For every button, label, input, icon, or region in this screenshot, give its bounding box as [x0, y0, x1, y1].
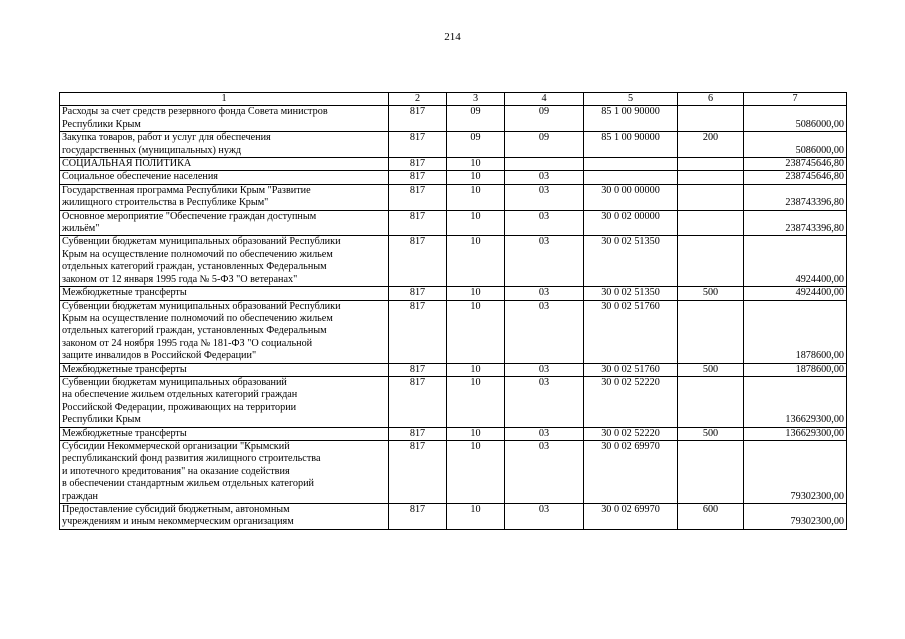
target-article-cell [584, 158, 678, 171]
subsection-code-cell: 03 [505, 504, 584, 530]
table-row [60, 236, 847, 287]
section-code-cell: 10 [447, 158, 505, 171]
amount-cell: 5086000,00 [744, 132, 847, 158]
section-code-cell: 10 [447, 376, 505, 427]
row-name-line: Субсидии Некоммерческой организации "Крымский [62, 440, 290, 452]
section-code-cell: 10 [447, 504, 505, 530]
row-name-cell [60, 236, 389, 287]
expense-type-cell: 500 [678, 363, 744, 376]
row-name-line: Крым на осуществление полномочий по обеспечению жильем [62, 312, 333, 324]
row-name-line: Республики Крым [62, 118, 141, 130]
column-header: 2 [389, 93, 447, 106]
target-article-cell: 85 1 00 90000 [584, 132, 678, 158]
row-name-cell [60, 132, 389, 158]
row-name-line: Российской Федерации, проживающих на территории [62, 401, 297, 413]
amount-cell: 136629300,00 [744, 376, 847, 427]
row-name-line: отдельных категорий граждан, установленных Федеральным [62, 261, 327, 273]
target-article-cell: 30 0 02 69970 [584, 440, 678, 503]
row-name-line: Межбюджетные трансферты [62, 363, 187, 375]
admin-code-cell: 817 [389, 210, 447, 236]
admin-code-cell: 817 [389, 171, 447, 184]
expense-type-cell: 600 [678, 504, 744, 530]
amount-cell: 4924400,00 [744, 287, 847, 300]
table-row [60, 363, 847, 376]
admin-code-cell: 817 [389, 376, 447, 427]
section-code-cell: 10 [447, 363, 505, 376]
section-code-cell: 10 [447, 287, 505, 300]
subsection-code-cell: 03 [505, 440, 584, 503]
target-article-cell: 85 1 00 90000 [584, 106, 678, 132]
row-name-line: Межбюджетные трансферты [62, 287, 187, 299]
section-code-cell: 09 [447, 132, 505, 158]
admin-code-cell: 817 [389, 158, 447, 171]
row-name-cell [60, 158, 389, 171]
subsection-code-cell: 03 [505, 300, 584, 363]
subsection-code-cell: 03 [505, 287, 584, 300]
amount-cell: 238745646,80 [744, 171, 847, 184]
expense-type-cell [678, 236, 744, 287]
subsection-code-cell: 03 [505, 376, 584, 427]
table-row [60, 300, 847, 363]
row-name-line: Государственная программа Республики Крым "Развитие [62, 184, 311, 196]
row-name-cell [60, 287, 389, 300]
row-name-line: Социальное обеспечение населения [62, 171, 218, 183]
section-code-cell: 10 [447, 427, 505, 440]
row-name-line: и ипотечного кредитования" на оказание содействия [62, 465, 290, 477]
row-name-cell [60, 504, 389, 530]
amount-cell: 4924400,00 [744, 236, 847, 287]
target-article-cell: 30 0 02 00000 [584, 210, 678, 236]
section-code-cell: 09 [447, 106, 505, 132]
row-name-cell [60, 184, 389, 210]
expense-type-cell: 200 [678, 132, 744, 158]
subsection-code-cell: 03 [505, 427, 584, 440]
row-name-line: граждан [62, 490, 98, 502]
column-header: 6 [678, 93, 744, 106]
target-article-cell: 30 0 00 00000 [584, 184, 678, 210]
amount-cell: 136629300,00 [744, 427, 847, 440]
amount-cell: 238743396,80 [744, 184, 847, 210]
expense-type-cell [678, 184, 744, 210]
admin-code-cell: 817 [389, 363, 447, 376]
row-name-cell [60, 210, 389, 236]
section-code-cell: 10 [447, 171, 505, 184]
row-name-line: в обеспечении стандартным жильем отдельных категорий [62, 478, 314, 490]
amount-cell: 79302300,00 [744, 504, 847, 530]
column-header: 5 [584, 93, 678, 106]
row-name-line: Субвенции бюджетам муниципальных образований Республики [62, 236, 341, 248]
row-name-cell [60, 440, 389, 503]
expense-type-cell: 500 [678, 427, 744, 440]
subsection-code-cell: 03 [505, 210, 584, 236]
target-article-cell: 30 0 02 51350 [584, 236, 678, 287]
row-name-line: Предоставление субсидий бюджетным, автономным [62, 504, 290, 515]
amount-cell: 238743396,80 [744, 210, 847, 236]
expense-type-cell [678, 158, 744, 171]
row-name-line: на обеспечение жильем отдельных категорий граждан [62, 389, 298, 401]
budget-table [59, 92, 847, 530]
row-name-line: Закупка товаров, работ и услуг для обеспечения [62, 132, 271, 144]
table-row [60, 158, 847, 171]
section-code-cell: 10 [447, 210, 505, 236]
table-row [60, 287, 847, 300]
expense-type-cell [678, 440, 744, 503]
subsection-code-cell: 09 [505, 132, 584, 158]
amount-cell: 238745646,80 [744, 158, 847, 171]
table-row [60, 106, 847, 132]
target-article-cell: 30 0 02 51760 [584, 363, 678, 376]
section-code-cell: 10 [447, 440, 505, 503]
table-row [60, 376, 847, 427]
subsection-code-cell: 03 [505, 236, 584, 287]
table-row [60, 440, 847, 503]
row-name-line: законом от 24 ноября 1995 года № 181-ФЗ "О социальной [62, 337, 313, 349]
row-name-cell [60, 376, 389, 427]
expense-type-cell [678, 210, 744, 236]
admin-code-cell: 817 [389, 440, 447, 503]
row-name-cell [60, 106, 389, 132]
row-name-line: Межбюджетные трансферты [62, 427, 187, 439]
table-row [60, 210, 847, 236]
admin-code-cell: 817 [389, 236, 447, 287]
row-name-line: Субвенции бюджетам муниципальных образований Республики [62, 300, 341, 312]
section-code-cell: 10 [447, 236, 505, 287]
admin-code-cell: 817 [389, 300, 447, 363]
row-name-line: жильём" [62, 223, 100, 235]
section-code-cell: 10 [447, 300, 505, 363]
table-row [60, 171, 847, 184]
target-article-cell: 30 0 02 52220 [584, 427, 678, 440]
target-article-cell: 30 0 02 52220 [584, 376, 678, 427]
row-name-cell [60, 171, 389, 184]
row-name-line: жилищного строительства в Республике Крым" [62, 197, 269, 209]
column-header: 4 [505, 93, 584, 106]
row-name-line: республиканский фонд развития жилищного строительства [62, 453, 321, 465]
row-name-line: Основное мероприятие "Обеспечение граждан доступным [62, 210, 317, 222]
target-article-cell: 30 0 02 51350 [584, 287, 678, 300]
subsection-code-cell: 03 [505, 184, 584, 210]
column-header: 3 [447, 93, 505, 106]
target-article-cell [584, 171, 678, 184]
row-name-line: законом от 12 января 1995 года № 5-ФЗ "О ветеранах" [62, 273, 298, 285]
target-article-cell: 30 0 02 51760 [584, 300, 678, 363]
subsection-code-cell: 09 [505, 106, 584, 132]
row-name-cell [60, 427, 389, 440]
table-header-row [60, 93, 847, 106]
table-row [60, 184, 847, 210]
admin-code-cell: 817 [389, 184, 447, 210]
amount-cell: 1878600,00 [744, 300, 847, 363]
expense-type-cell [678, 106, 744, 132]
row-name-line: Расходы за счет средств резервного фонда Совета министров [62, 106, 328, 118]
amount-cell: 79302300,00 [744, 440, 847, 503]
row-name-line: Субвенции бюджетам муниципальных образований [62, 376, 287, 388]
column-header: 1 [60, 93, 389, 106]
target-article-cell: 30 0 02 69970 [584, 504, 678, 530]
table-row [60, 427, 847, 440]
expense-type-cell [678, 171, 744, 184]
row-name-line: государственных (муниципальных) нужд [62, 144, 242, 156]
row-name-line: Крым на осуществление полномочий по обеспечению жильем [62, 248, 333, 260]
amount-cell: 5086000,00 [744, 106, 847, 132]
row-name-line: Республики Крым [62, 414, 141, 426]
admin-code-cell: 817 [389, 427, 447, 440]
expense-type-cell [678, 376, 744, 427]
admin-code-cell: 817 [389, 287, 447, 300]
subsection-code-cell [505, 158, 584, 171]
admin-code-cell: 817 [389, 106, 447, 132]
row-name-cell [60, 363, 389, 376]
subsection-code-cell: 03 [505, 171, 584, 184]
table-row [60, 132, 847, 158]
row-name-cell [60, 300, 389, 363]
expense-type-cell [678, 300, 744, 363]
row-name-line: отдельных категорий граждан, установленных Федеральным [62, 325, 327, 337]
page-number: 214 [444, 31, 461, 43]
admin-code-cell: 817 [389, 132, 447, 158]
row-name-line: учреждениям и иным некоммерческим организациям [62, 516, 294, 528]
table-row [60, 504, 847, 530]
amount-cell: 1878600,00 [744, 363, 847, 376]
row-name-line: СОЦИАЛЬНАЯ ПОЛИТИКА [62, 158, 192, 170]
admin-code-cell: 817 [389, 504, 447, 530]
expense-type-cell: 500 [678, 287, 744, 300]
row-name-line: защите инвалидов в Российской Федерации" [62, 350, 257, 362]
column-header: 7 [744, 93, 847, 106]
subsection-code-cell: 03 [505, 363, 584, 376]
section-code-cell: 10 [447, 184, 505, 210]
